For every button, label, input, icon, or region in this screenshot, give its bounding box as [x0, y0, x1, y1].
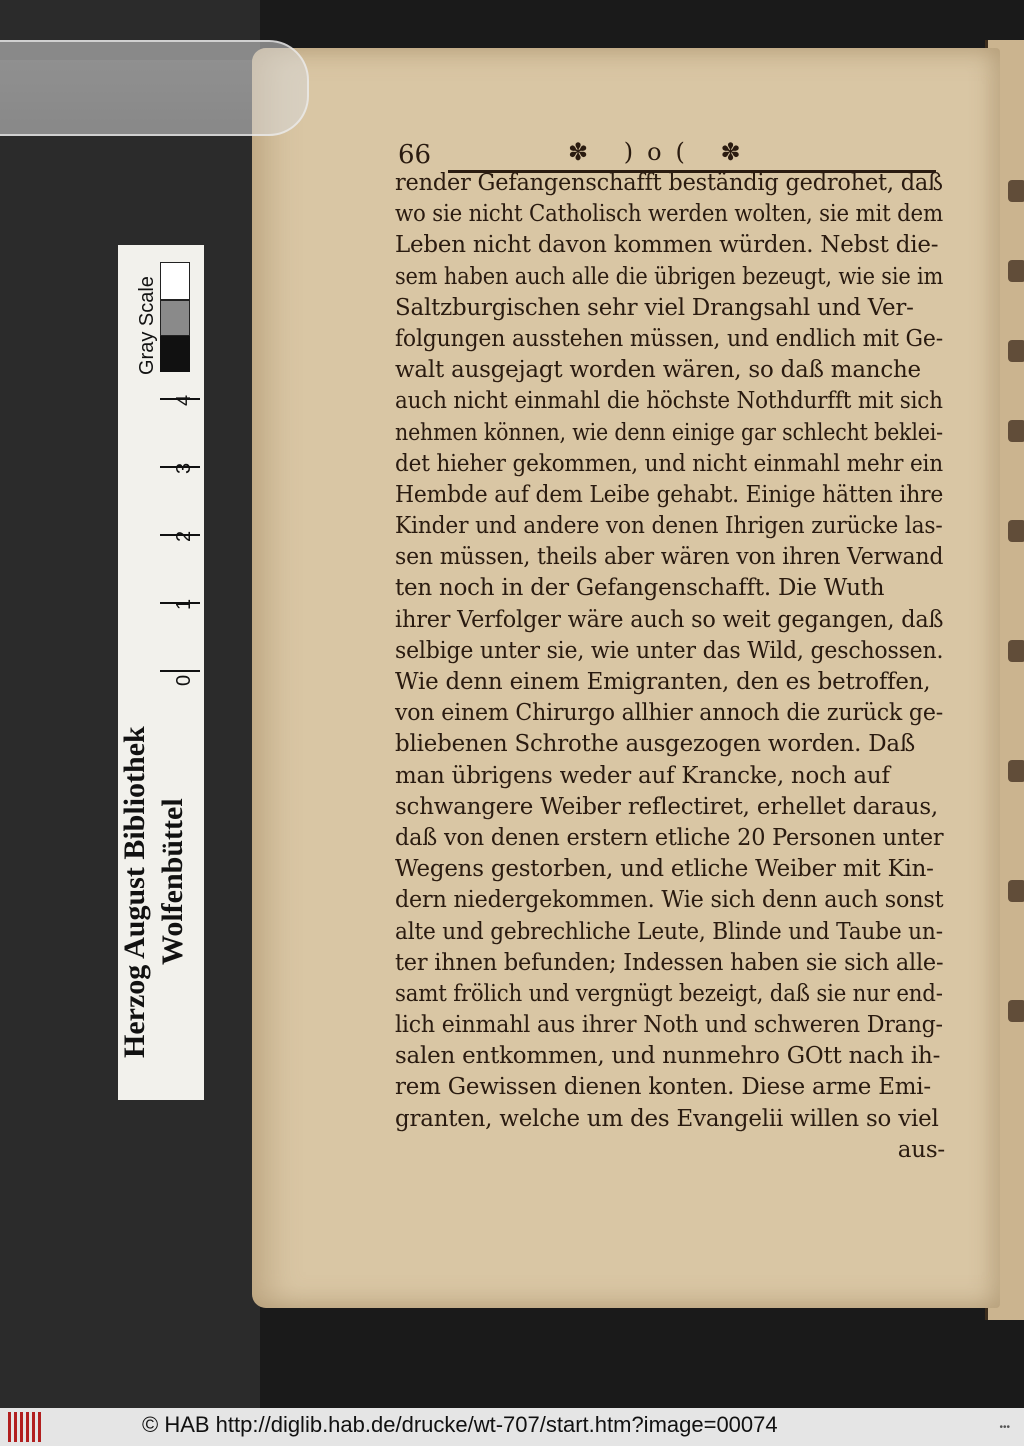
text-line: det hieher gekommen, und nicht einmahl mehr ein: [395, 450, 943, 477]
text-line: sen müssen, theils aber wären von ihren Verwand: [395, 544, 944, 571]
ruler-number: 1: [173, 598, 195, 610]
facing-page-text-fragment: [1008, 340, 1024, 362]
facing-page-text-fragment: [1008, 1000, 1024, 1022]
text-line: Saltzburgischen sehr viel Drangsahl und Ver-: [395, 294, 914, 321]
hab-logo-icon: [8, 1412, 46, 1442]
page-number: 66: [398, 140, 432, 170]
text-line: wo sie nicht Catholisch werden wolten, sie mit dem: [395, 201, 943, 228]
text-line: Kinder und andere von denen Ihrigen zurücke las-: [395, 513, 943, 540]
text-line: bliebenen Schrothe ausgezogen worden. Daß: [395, 731, 916, 758]
institution-name: Herzog August Bibliothek: [118, 726, 151, 1058]
text-line: samt frölich und vergnügt bezeigt, daß sie nur end-: [395, 980, 943, 1007]
text-line: Leben nicht davon kommen würden. Nebst die-: [395, 232, 939, 259]
text-line: schwangere Weiber reflectiret, erhellet daraus,: [395, 793, 938, 820]
facing-page-text-fragment: [1008, 260, 1024, 282]
viewer-footer: [0, 1408, 1024, 1446]
black-swatch: [160, 336, 190, 372]
text-line: auch nicht einmahl die höchste Nothdurfft mit sich: [395, 388, 943, 415]
text-line: alte und gebrechliche Leute, Blinde und Taube un-: [395, 918, 943, 945]
text-line: granten, welche um des Evangelii willen so viel: [395, 1105, 939, 1132]
facing-page-text-fragment: [1008, 880, 1024, 902]
ruler-number: 0: [173, 674, 195, 686]
text-line: ihrer Verfolger wäre auch so weit gegangen, daß: [395, 606, 944, 633]
text-line: folgungen ausstehen müssen, und endlich mit Ge-: [395, 325, 943, 352]
text-line: ter ihnen befunden; Indessen haben sie sich alle-: [395, 949, 944, 976]
text-line: Hembde auf dem Leibe gehabt. Einige hätten ihre: [395, 481, 944, 508]
text-line: von einem Chirurgo allhier annoch die zurück ge-: [395, 700, 944, 727]
facing-page-text-fragment: [1008, 520, 1024, 542]
glass-page-holder: [0, 40, 309, 136]
facing-page-text-fragment: [1008, 760, 1024, 782]
catchword: aus-: [897, 1136, 945, 1163]
page-body-text: [395, 168, 945, 1166]
text-line: Wegens gestorben, und etliche Weiber mit Kin-: [395, 856, 934, 883]
ruler-number: 4: [173, 394, 195, 406]
white-swatch: [160, 262, 190, 300]
text-line: dern niedergekommen. Wie sich denn auch sonst: [395, 887, 944, 914]
footer-dots: •••: [999, 1422, 1010, 1433]
copyright-link[interactable]: © HAB http://diglib.hab.de/drucke/wt-707/start.htm?image=00074: [142, 1412, 778, 1437]
text-line: selbige unter sie, wie unter das Wild, geschossen.: [395, 637, 944, 664]
ruler-number: 3: [173, 462, 195, 474]
facing-page-text-fragment: [1008, 180, 1024, 202]
gray-swatch: [160, 300, 190, 336]
gray-scale-label: Gray Scale: [136, 276, 158, 375]
text-line: sem haben auch alle die übrigen bezeugt, wie sie im: [395, 263, 944, 290]
text-line: ten noch in der Gefangenschafft. Die Wuth: [395, 575, 885, 602]
text-line: salen entkommen, und nunmehro GOtt nach ih-: [395, 1043, 941, 1070]
text-line: daß von denen erstern etliche 20 Personen unter: [395, 824, 944, 851]
text-line: rem Gewissen dienen konten. Diese arme Emi-: [395, 1074, 931, 1101]
header-ornament: ✽ )o( ✽: [568, 138, 755, 166]
ruler-tick: [160, 670, 200, 672]
text-line: man übrigens weder auf Krancke, noch auf: [395, 762, 890, 789]
text-line: nehmen können, wie denn einige gar schlecht beklei-: [395, 419, 943, 446]
institution-city: Wolfenbüttel: [156, 798, 189, 965]
facing-page-text-fragment: [1008, 420, 1024, 442]
text-line: lich einmahl aus ihrer Noth und schweren Drang-: [395, 1012, 943, 1039]
text-line: Wie denn einem Emigranten, den es betroffen,: [395, 669, 931, 695]
facing-page-text-fragment: [1008, 640, 1024, 662]
text-line: render Gefangenschafft beständig gedrohet, daß: [395, 170, 943, 196]
text-line: walt ausgejagt worden wären, so daß manche: [395, 357, 921, 384]
ruler-number: 2: [173, 530, 195, 542]
